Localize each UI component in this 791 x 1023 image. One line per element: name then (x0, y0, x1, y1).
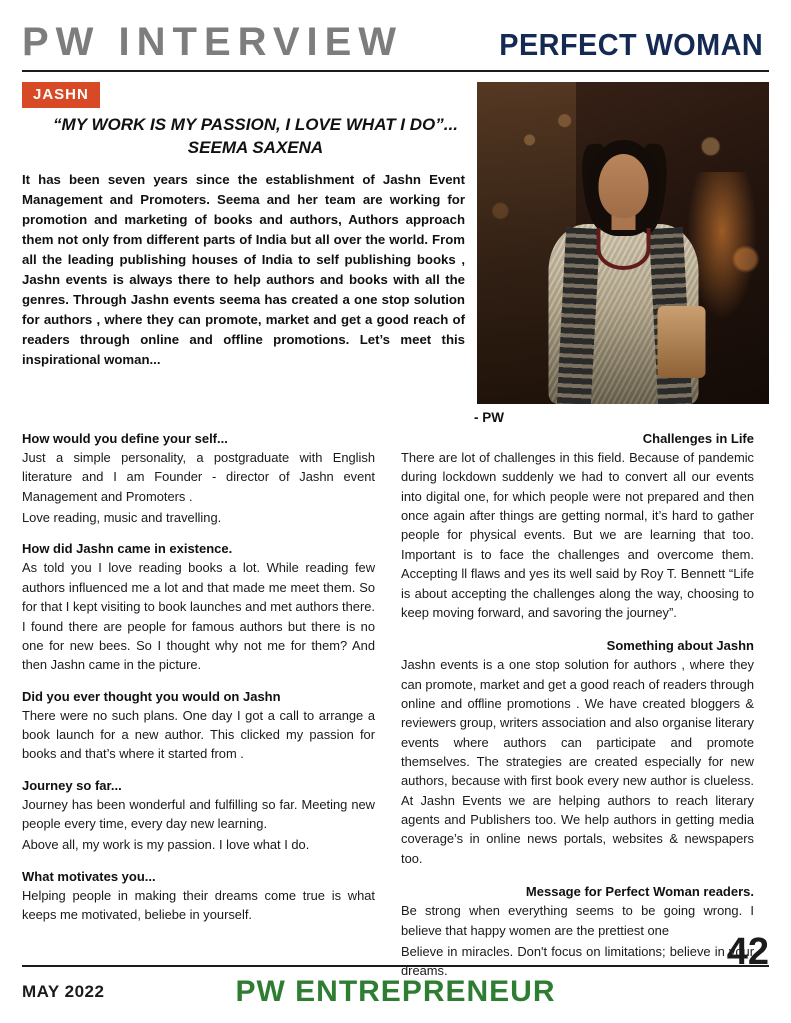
question-journey: Journey so far... (22, 777, 122, 793)
answer-motivates: Helping people in making their dreams come true is what keeps me motivated, beliebe in yourself. (22, 887, 375, 923)
masthead (22, 0, 769, 62)
answer-message-for-readers-2: Believe in miracles. Don't focus on limitations; believe in your dreams. (401, 943, 754, 979)
heading-message-for-readers: Message for Perfect Woman readers. (525, 884, 754, 900)
heading-something-about-jashn: Something about Jashn (606, 638, 754, 654)
article-intro-block (22, 82, 465, 404)
answer-jashn-existence: As told you I love reading books a lot. While reading few authors influenced me a lot and that made me meet them. So for that I kept visiting to book launches and met authors there. I found there are people for famous authors but there is no one for new bees. So I thought why not me for them? And then Jashn came in the picture. (22, 560, 375, 673)
question-motivates: What motivates you... (22, 868, 156, 884)
photo-subject-necklace (596, 228, 650, 270)
question-define-yourself: How would you define your self... (22, 431, 228, 446)
issue-date: MAY 2022 (22, 982, 105, 1001)
pull-quote: “MY WORK IS MY PASSION, I LOVE WHAT I DO”... SEEMA SAXENA (53, 115, 458, 157)
photo-subject-handbag (657, 306, 705, 378)
category-tag: JASHN (22, 82, 100, 108)
answer-define-yourself-2: Love reading, music and travelling. (22, 510, 222, 526)
answer-something-about-jashn: Jashn events is a one stop solution for authors , where they can promote, market and get a good reach of readers through online and offline promotions . We have created bloggers & reviewers group, writers association and also organise literary events where authors can participate and promote themselves. The strategies are created especially for new authors, because with first book every new author is clueless. At Jashn Events we are helping authors to reach literary agents and Publishers too. We help authors in getting media coverage’s in online news portals, websites & newspapers too. (401, 657, 754, 866)
left-column (22, 427, 375, 981)
answer-ever-thought: There were no such plans. One day I got a call to arrange a book launch for a new author. This clicked my passion for books and that’s where it started from . (22, 707, 375, 762)
photo-subject-face (598, 154, 648, 218)
answer-journey-1: Journey has been wonderful and fulfilling so far. Meeting new people every time, every day new learning. (22, 796, 375, 832)
answer-define-yourself-1: Just a simple personality, a postgraduate with English literature and I am Founder - director of Jashn event Management and Promoters . (22, 450, 375, 504)
question-ever-thought: Did you ever thought you would on Jashn (22, 688, 281, 704)
right-column (401, 427, 754, 981)
footer-row (22, 967, 769, 1009)
section-title: PW INTERVIEW (22, 20, 404, 64)
answer-challenges-in-life: There are lot of challenges in this field. Because of pandemic during lockdown suddenly we had to convert all our events into digital one, for which people were not prepared and then once again after things are getting normal, it’s hard to gather people for physical events. But we are learning that too. Important is to face the challenges and overcome them. Accepting ll flaws and yes its well said by Roy T. Bennett “Life is about accepting the challenges along the way, choosing to keep moving forward, and savoring the journey”. (401, 450, 754, 620)
photo-credit: - PW (474, 410, 504, 425)
article-top (22, 82, 769, 404)
page-number: 42 (726, 931, 769, 973)
portrait-photo (477, 82, 769, 404)
footer-section-title: PW ENTREPRENEUR (235, 975, 556, 1008)
heading-challenges-in-life: Challenges in Life (642, 431, 754, 446)
question-jashn-existence: How did Jashn came in existence. (22, 541, 233, 557)
header-divider (22, 70, 769, 72)
magazine-title: PERFECT WOMAN (499, 27, 764, 62)
photo-subject (536, 136, 711, 404)
article-body (22, 427, 769, 981)
portrait-image (477, 82, 769, 404)
answer-message-for-readers-1: Be strong when everything seems to be going wrong. I believe that happy women are the prettiest one (401, 903, 754, 938)
answer-journey-2: Above all, my work is my passion. I love what I do. (22, 837, 310, 853)
intro-paragraph: It has been seven years since the establishment of Jashn Event Management and Promoters. Seema and her team are working for promotion and marketing of books and authors, Authors approach them not only from different parts of India but all over the world. From all the leading publishing houses of India to self publishing books , Jashn events is always there to help authors and books with all the genres. Through Jashn events seema has created a one stop solution for authors , where they can promote, market and get a good reach of readers through online and offline promotions. Let’s meet this inspirational woman... (22, 171, 465, 368)
